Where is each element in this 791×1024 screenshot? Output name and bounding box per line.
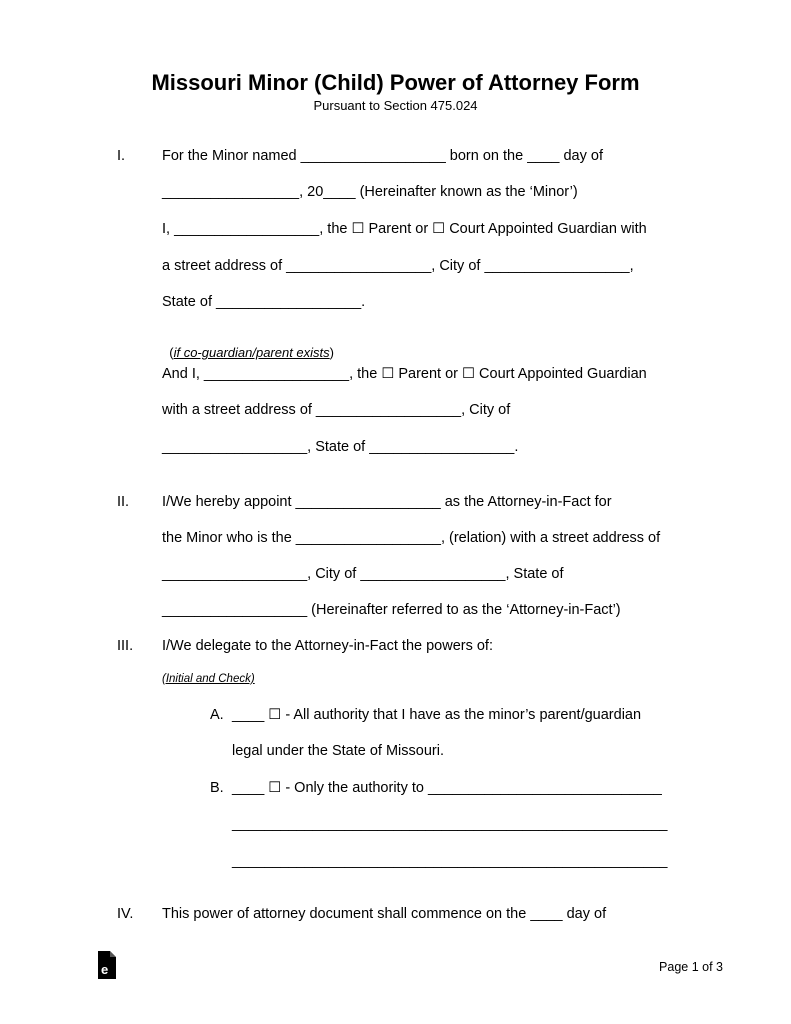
section-1-note xyxy=(162,330,334,360)
section-1-line-4: a street address of __________________, City of __________________, xyxy=(162,258,634,274)
section-1-line-9: __________________, State of __________________. xyxy=(162,439,519,455)
section-2-number: II. xyxy=(117,494,130,510)
section-1-line-5: State of __________________. xyxy=(162,294,366,310)
section-2-line-3: __________________, City of __________________, State of xyxy=(162,566,564,582)
section-1-line-3: I, __________________, the ☐ Parent or ☐ Court Appointed Guardian with xyxy=(162,221,647,237)
option-b-line-3: ______________________________________________________ xyxy=(232,853,668,869)
note-text: if co-guardian/parent exists xyxy=(173,345,330,360)
section-3-number: III. xyxy=(117,638,134,654)
note-open-paren: ( xyxy=(169,345,174,360)
section-2-line-2: the Minor who is the __________________, (relation) with a street address of xyxy=(162,530,661,546)
svg-text:e: e xyxy=(101,962,109,977)
section-1-line-2: _________________, 20____ (Hereinafter known as the ‘Minor’) xyxy=(162,184,578,200)
section-1-line-8: with a street address of __________________, City of xyxy=(162,402,511,418)
section-2-line-1: I/We hereby appoint __________________ as the Attorney-in-Fact for xyxy=(162,494,612,510)
option-b-label: B. xyxy=(210,780,224,796)
note-close-paren: ) xyxy=(329,345,335,360)
form-subtitle: Pursuant to Section 475.024 xyxy=(313,98,478,113)
section-2-line-4: __________________ (Hereinafter referred to as the ‘Attorney-in-Fact’) xyxy=(162,602,621,618)
section-1-number: I. xyxy=(117,148,126,164)
section-1-line-1: For the Minor named __________________ born on the ____ day of xyxy=(162,148,603,164)
option-a-line-2: legal under the State of Missouri. xyxy=(232,743,444,759)
section-3-line-1: I/We delegate to the Attorney-in-Fact the powers of: xyxy=(162,638,493,654)
form-title: Missouri Minor (Child) Power of Attorney Form xyxy=(151,70,640,95)
section-4-line-1: This power of attorney document shall commence on the ____ day of xyxy=(162,906,607,922)
eforms-logo-icon xyxy=(96,950,118,980)
option-b-line-1: ____ ☐ - Only the authority to _____________________________ xyxy=(232,780,662,796)
option-a-line-1: ____ ☐ - All authority that I have as the minor’s parent/guardian xyxy=(232,707,642,723)
section-3-note: (Initial and Check) xyxy=(162,673,255,685)
option-a-label: A. xyxy=(210,707,224,723)
page-number: Page 1 of 3 xyxy=(659,960,723,974)
section-4-number: IV. xyxy=(117,906,134,922)
option-b-line-2: ______________________________________________________ xyxy=(232,816,668,832)
section-1-line-7: And I, __________________, the ☐ Parent or ☐ Court Appointed Guardian xyxy=(162,366,647,382)
